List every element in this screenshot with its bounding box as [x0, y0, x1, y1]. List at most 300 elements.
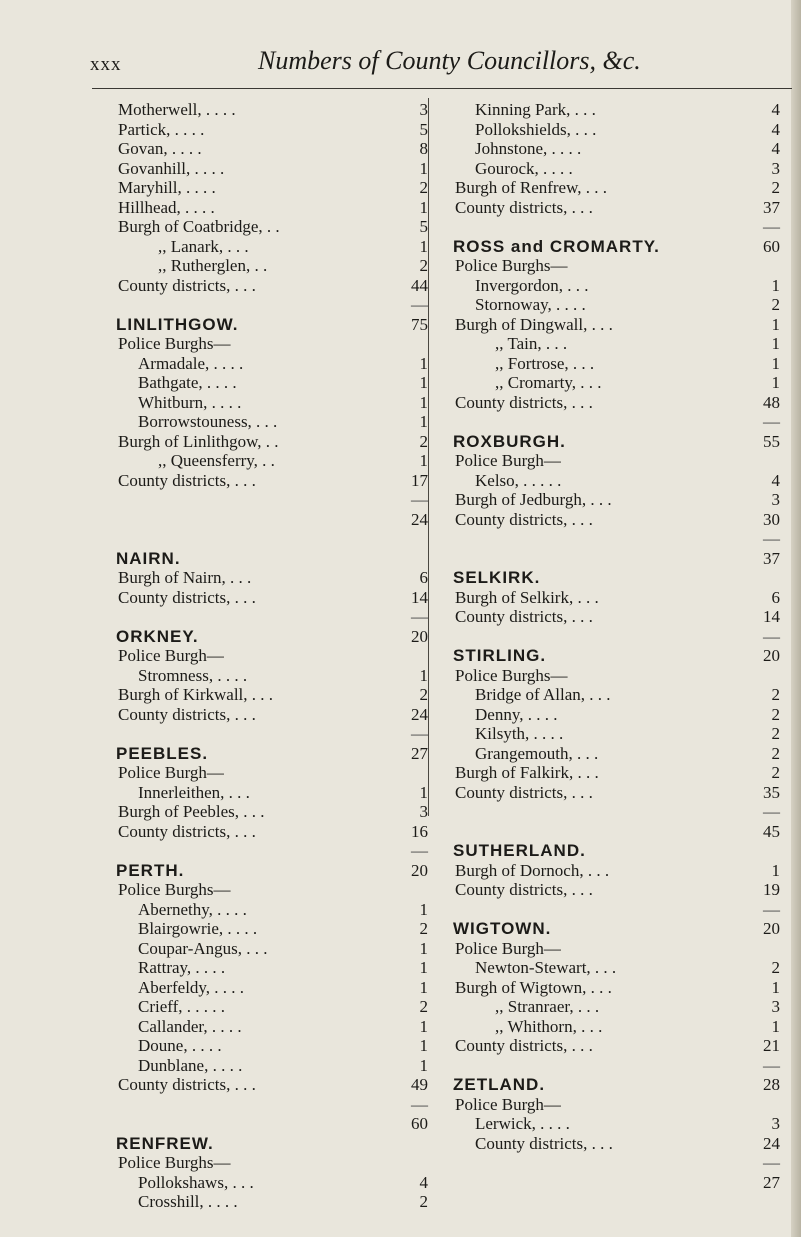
row-value: 1 [419, 665, 428, 685]
row-label: Innerleithen, . . . [138, 782, 250, 802]
county-heading [455, 646, 790, 666]
table-row [118, 373, 436, 393]
county-name: LINLITHGOW. [116, 314, 239, 334]
row-value: 1 [419, 958, 428, 977]
row-value: 1 [771, 334, 780, 353]
table-row [118, 666, 436, 686]
table-row [455, 1095, 790, 1115]
row-label: Whitburn, . . . . [138, 392, 242, 412]
table-row [118, 646, 436, 666]
county-heading [455, 841, 790, 861]
row-value: 1 [419, 197, 428, 217]
row-value: 60 [411, 1114, 428, 1133]
table-row [455, 724, 790, 744]
table-row [455, 159, 790, 179]
row-label: County districts, . . . [455, 1036, 593, 1055]
left-column [118, 100, 436, 1212]
table-row [118, 354, 436, 374]
row-value: 4 [771, 100, 780, 119]
county-total [455, 549, 790, 569]
row-value: 3 [771, 158, 780, 178]
row-value: 6 [419, 568, 428, 587]
row-value: 1 [419, 938, 428, 958]
row-label: Burgh of Linlithgow, . . [118, 431, 279, 451]
county-name: ORKNEY. [116, 626, 199, 646]
table-row [118, 958, 436, 978]
table-row [118, 1075, 436, 1095]
county-name: STIRLING. [453, 646, 547, 665]
row-label: Police Burgh— [118, 763, 224, 782]
row-label: Police Burgh— [455, 938, 561, 958]
row-value: 35 [763, 782, 780, 802]
table-row [118, 159, 436, 179]
rule-mark: — [763, 802, 780, 821]
row-value: 1 [771, 275, 780, 295]
row-label: County districts, . . . [455, 197, 593, 217]
table-row [455, 1036, 790, 1056]
row-label: Rattray, . . . . [138, 958, 226, 977]
table-row [118, 783, 436, 803]
row-value: 2 [771, 743, 780, 763]
row-value: 1 [771, 977, 780, 997]
row-label: Grangemouth, . . . [475, 743, 599, 763]
row-value: 55 [763, 431, 780, 451]
row-value: 20 [763, 646, 780, 665]
running-title: Numbers of County Councillors, &c. [258, 46, 641, 75]
table-row [455, 276, 790, 296]
table-row [455, 1017, 790, 1037]
row-value: 24 [411, 509, 428, 529]
table-row [118, 1173, 436, 1193]
row-label: Kelso, . . . . . [475, 470, 562, 490]
spacer [118, 529, 436, 549]
sum-rule [118, 1095, 436, 1115]
row-value: 1 [771, 860, 780, 880]
table-row [118, 1056, 436, 1076]
sum-rule [455, 1153, 790, 1173]
row-value: 2 [419, 919, 428, 938]
row-value: 1 [771, 314, 780, 334]
rule-mark: — [411, 841, 428, 860]
row-label: Callander, . . . . [138, 1016, 242, 1036]
sum-rule [455, 529, 790, 549]
row-value: 4 [771, 119, 780, 139]
row-value: 6 [771, 587, 780, 607]
sum-rule [455, 412, 790, 432]
row-label: Maryhill, . . . . [118, 178, 216, 197]
county-total [455, 1173, 790, 1193]
row-value: 27 [411, 743, 428, 763]
row-label: County districts, . . . [455, 509, 593, 529]
table-row [118, 705, 436, 725]
rule-mark: — [763, 1055, 780, 1075]
table-row [118, 939, 436, 959]
table-row [118, 978, 436, 998]
table-row [455, 178, 790, 198]
table-row [455, 471, 790, 491]
row-value: 1 [419, 782, 428, 802]
row-value: 44 [411, 275, 428, 295]
row-value: 1 [419, 1036, 428, 1055]
table-row [118, 802, 436, 822]
table-row [455, 373, 790, 393]
sum-rule [455, 627, 790, 647]
row-label: Police Burgh— [118, 646, 224, 665]
row-label: Bridge of Allan, . . . [475, 685, 611, 704]
row-value: 2 [419, 997, 428, 1016]
row-value: 3 [419, 100, 428, 119]
row-label: Gourock, . . . . [475, 158, 573, 178]
row-value: 2 [771, 704, 780, 724]
row-label: County districts, . . . [118, 470, 256, 490]
row-value: 2 [771, 178, 780, 197]
row-value: 1 [419, 158, 428, 178]
row-value: 4 [771, 470, 780, 490]
table-row [118, 919, 436, 939]
row-value: 1 [771, 373, 780, 392]
rule-mark: — [411, 295, 428, 314]
row-value: 1 [419, 1055, 428, 1075]
row-value: 24 [411, 704, 428, 724]
county-heading [455, 568, 790, 588]
table-row [118, 100, 436, 120]
table-row [118, 139, 436, 159]
row-value: 8 [419, 139, 428, 158]
rule-mark: — [763, 899, 780, 919]
table-row [118, 334, 436, 354]
rule-mark: — [763, 412, 780, 431]
row-value: 3 [771, 997, 780, 1016]
row-label: ,, Lanark, . . . [158, 236, 249, 256]
rule-mark: — [763, 1153, 780, 1172]
county-total [118, 1114, 436, 1134]
sum-rule [455, 900, 790, 920]
table-row [455, 958, 790, 978]
row-label: Burgh of Coatbridge, . . [118, 217, 280, 236]
sum-rule [455, 217, 790, 237]
row-label: Newton-Stewart, . . . [475, 958, 617, 977]
table-row [118, 685, 436, 705]
row-value: 20 [763, 919, 780, 938]
row-label: County districts, . . . [118, 275, 256, 295]
table-row [118, 412, 436, 432]
row-label: Burgh of Peebles, . . . [118, 802, 265, 821]
page-number: xxx [90, 54, 122, 75]
row-label: Crosshill, . . . . [138, 1192, 238, 1211]
row-label: Kinning Park, . . . [475, 100, 596, 119]
county-heading [118, 1134, 436, 1154]
row-label: County districts, . . . [455, 782, 593, 802]
row-label: Invergordon, . . . [475, 275, 589, 295]
row-value: 45 [763, 821, 780, 841]
table-row [455, 607, 790, 627]
row-value: 2 [771, 724, 780, 743]
rule-mark: — [763, 626, 780, 646]
column-divider [428, 98, 429, 816]
table-row [118, 256, 436, 276]
row-label: Burgh of Selkirk, . . . [455, 587, 599, 607]
sum-rule [118, 724, 436, 744]
row-value: 1 [771, 353, 780, 373]
row-label: ,, Cromarty, . . . [495, 373, 602, 392]
table-row [455, 685, 790, 705]
row-label: Pollokshields, . . . [475, 119, 597, 139]
row-label: Coupar-Angus, . . . [138, 938, 268, 958]
row-value: 2 [771, 685, 780, 704]
county-heading [118, 744, 436, 764]
row-label: Police Burghs— [118, 1153, 231, 1172]
county-name: NAIRN. [116, 548, 181, 568]
sum-rule [455, 1056, 790, 1076]
county-name: ROSS and CROMARTY. [453, 236, 660, 256]
page-header [90, 46, 730, 80]
table-row [455, 939, 790, 959]
table-row [118, 393, 436, 413]
row-value: 60 [763, 236, 780, 256]
row-label: Police Burghs— [118, 880, 231, 899]
right-column [455, 100, 790, 1192]
row-label: County districts, . . . [455, 607, 593, 626]
table-row [118, 763, 436, 783]
rule-mark: — [763, 217, 780, 236]
row-value: 27 [763, 1172, 780, 1192]
row-label: Stromness, . . . . [138, 665, 248, 685]
rule-mark: — [411, 607, 428, 626]
row-label: Denny, . . . . [475, 704, 558, 724]
row-value: 14 [763, 607, 780, 626]
row-label: Burgh of Dornoch, . . . [455, 860, 610, 880]
table-row [455, 295, 790, 315]
row-value: 1 [419, 353, 428, 373]
table-row [455, 763, 790, 783]
table-row [118, 997, 436, 1017]
row-label: Johnstone, . . . . [475, 139, 582, 158]
row-value: 2 [771, 763, 780, 782]
row-label: Govanhill, . . . . [118, 158, 225, 178]
table-row [455, 354, 790, 374]
row-value: 2 [771, 295, 780, 314]
table-row [118, 1017, 436, 1037]
row-value: 5 [419, 217, 428, 236]
row-label: ,, Rutherglen, . . [158, 256, 268, 275]
county-heading [455, 919, 790, 939]
row-value: 19 [763, 880, 780, 899]
row-value: 30 [763, 509, 780, 529]
row-value: 2 [419, 685, 428, 704]
table-row [455, 139, 790, 159]
table-row [455, 198, 790, 218]
row-label: Govan, . . . . [118, 139, 202, 158]
table-row [118, 1192, 436, 1212]
table-row [118, 432, 436, 452]
table-row [455, 588, 790, 608]
row-value: 2 [419, 431, 428, 451]
table-row [118, 217, 436, 237]
county-name: SELKIRK. [453, 568, 541, 587]
county-heading [118, 861, 436, 881]
rule-mark: — [411, 724, 428, 743]
table-row [455, 393, 790, 413]
row-label: Police Burgh— [455, 451, 561, 470]
table-row [118, 451, 436, 471]
header-rule [92, 88, 792, 89]
county-name: SUTHERLAND. [453, 841, 586, 860]
sum-rule [118, 841, 436, 861]
row-label: Armadale, . . . . [138, 353, 244, 373]
sum-rule [118, 607, 436, 627]
county-name: ROXBURGH. [453, 431, 566, 451]
row-label: Motherwell, . . . . [118, 100, 236, 119]
row-value: 3 [419, 802, 428, 821]
table-row [118, 198, 436, 218]
row-label: ,, Tain, . . . [495, 334, 568, 353]
row-label: Hillhead, . . . . [118, 197, 215, 217]
row-value: 37 [763, 548, 780, 568]
sum-rule [118, 295, 436, 315]
table-row [118, 276, 436, 296]
row-value: 20 [411, 860, 428, 880]
row-value: 1 [419, 236, 428, 256]
table-row [455, 120, 790, 140]
row-label: Burgh of Jedburgh, . . . [455, 490, 612, 509]
row-label: Dunblane, . . . . [138, 1055, 243, 1075]
table-row [455, 256, 790, 276]
table-row [455, 451, 790, 471]
table-row [455, 100, 790, 120]
row-value: 4 [419, 1172, 428, 1192]
table-row [455, 861, 790, 881]
rule-mark: — [411, 490, 428, 509]
row-value: 1 [419, 451, 428, 470]
row-value: 16 [411, 821, 428, 841]
table-row [118, 237, 436, 257]
county-name: RENFREW. [116, 1133, 214, 1153]
row-label: County districts, . . . [118, 587, 256, 607]
row-label: County districts, . . . [118, 704, 256, 724]
table-row [455, 744, 790, 764]
row-label: ,, Stranraer, . . . [495, 997, 600, 1016]
county-heading [455, 1075, 790, 1095]
table-row [118, 1036, 436, 1056]
table-row [455, 880, 790, 900]
row-value: 20 [411, 626, 428, 646]
row-value: 1 [419, 392, 428, 412]
row-label: County districts, . . . [118, 1075, 256, 1094]
row-label: Bathgate, . . . . [138, 373, 237, 392]
county-name: PEEBLES. [116, 743, 209, 763]
county-heading [118, 315, 436, 335]
table-row [455, 490, 790, 510]
row-value: 48 [763, 392, 780, 412]
row-value: 28 [763, 1075, 780, 1094]
table-row [118, 900, 436, 920]
row-label: County districts, . . . [118, 821, 256, 841]
row-value: 2 [419, 178, 428, 197]
row-label: Stornoway, . . . . [475, 295, 586, 314]
row-value: 21 [763, 1036, 780, 1055]
row-label: Burgh of Renfrew, . . . [455, 178, 608, 197]
table-row [118, 178, 436, 198]
row-label: ,, Whithorn, . . . [495, 1016, 603, 1036]
table-row [118, 822, 436, 842]
county-heading [118, 627, 436, 647]
row-label: Blairgowrie, . . . . [138, 919, 258, 938]
sum-rule [118, 490, 436, 510]
row-label: Crieff, . . . . . [138, 997, 226, 1016]
county-total [118, 510, 436, 530]
table-row [455, 978, 790, 998]
rule-mark: — [411, 1094, 428, 1114]
row-label: Aberfeldy, . . . . [138, 977, 245, 997]
row-value: 2 [771, 958, 780, 977]
row-label: Police Burghs— [455, 665, 568, 685]
table-row [118, 588, 436, 608]
row-value: 4 [771, 139, 780, 158]
row-value: 37 [763, 197, 780, 217]
row-label: Police Burgh— [455, 1094, 561, 1114]
table-row [118, 568, 436, 588]
table-row [455, 1134, 790, 1154]
row-label: Burgh of Wigtown, . . . [455, 977, 612, 997]
row-label: Abernethy, . . . . [138, 899, 247, 919]
row-label: County districts, . . . [455, 392, 593, 412]
table-row [118, 1153, 436, 1173]
row-label: Police Burghs— [118, 334, 231, 353]
row-label: Burgh of Dingwall, . . . [455, 314, 613, 334]
row-value: 2 [419, 1192, 428, 1211]
row-label: Burgh of Kirkwall, . . . [118, 685, 274, 704]
row-label: Burgh of Nairn, . . . [118, 568, 252, 587]
county-name: PERTH. [116, 860, 185, 880]
row-label: County districts, . . . [455, 880, 593, 899]
county-name: ZETLAND. [453, 1075, 546, 1094]
row-value: 2 [419, 256, 428, 275]
county-name: WIGTOWN. [453, 919, 552, 938]
row-value: 24 [763, 1133, 780, 1153]
row-value: 3 [771, 490, 780, 509]
row-value: 5 [419, 119, 428, 139]
row-value: 1 [419, 1016, 428, 1036]
page-edge [791, 0, 801, 1237]
row-label: Lerwick, . . . . [475, 1114, 570, 1133]
row-value: 17 [411, 470, 428, 490]
row-label: ,, Queensferry, . . [158, 451, 275, 470]
table-row [118, 471, 436, 491]
county-heading [455, 432, 790, 452]
rule-mark: — [763, 529, 780, 548]
table-row [455, 510, 790, 530]
row-label: Police Burghs— [455, 256, 568, 275]
row-label: Burgh of Falkirk, . . . [455, 763, 599, 782]
row-label: Borrowstouness, . . . [138, 412, 278, 431]
county-total [455, 822, 790, 842]
row-value: 3 [771, 1114, 780, 1133]
row-value: 1 [419, 977, 428, 997]
row-value: 75 [411, 314, 428, 334]
table-row [455, 1114, 790, 1134]
county-heading [455, 237, 790, 257]
county-heading [118, 549, 436, 569]
row-label: ,, Fortrose, . . . [495, 353, 595, 373]
table-row [455, 315, 790, 335]
row-value: 1 [419, 899, 428, 919]
row-value: 49 [411, 1075, 428, 1094]
row-value: 14 [411, 587, 428, 607]
table-row [455, 783, 790, 803]
table-row [455, 705, 790, 725]
table-row [118, 120, 436, 140]
row-value: 1 [771, 1016, 780, 1036]
